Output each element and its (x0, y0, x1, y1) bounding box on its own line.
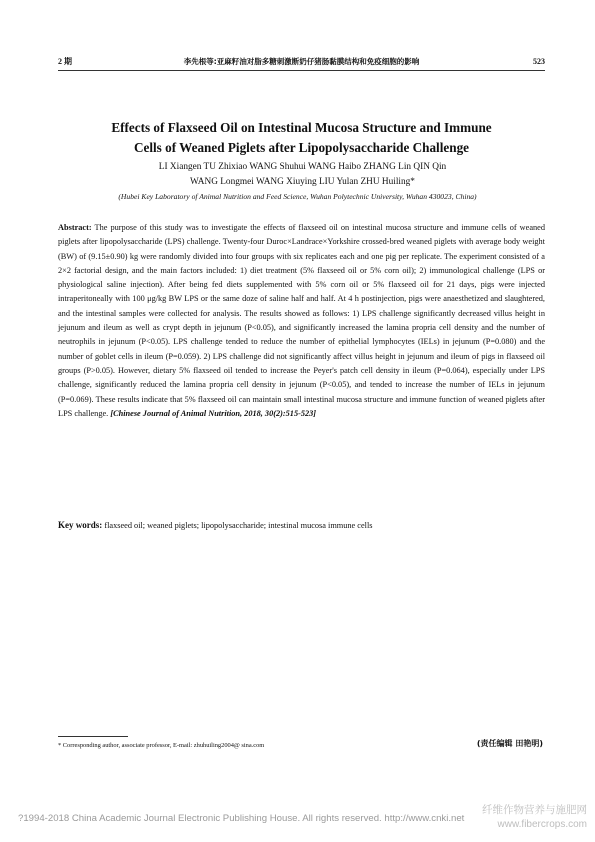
corresponding-author-footnote: * Corresponding author, associate professor, E-mail: zhuhuiling2004@ sina.com (58, 742, 265, 749)
abstract-label: Abstract: (58, 223, 92, 232)
page-number: 523 (533, 56, 545, 66)
affiliation: (Hubei Key Laboratory of Animal Nutrition and Feed Science, Wuhan Polytechnic University, Wuhan 430023, China) (118, 192, 477, 201)
authors-line-1: LI Xiangen TU Zhixiao WANG Shuhui WANG Haibo ZHANG Lin QIN Qin (158, 162, 447, 172)
title-line-2: Cells of Weaned Piglets after Lipopolysaccharide Challenge (133, 140, 470, 155)
author-list (80, 160, 525, 190)
paper-title (60, 118, 543, 158)
running-title: 李先根等:亚麻籽油对脂多糖刺激断奶仔猪肠黏膜结构和免疫细胞的影响 (183, 56, 420, 66)
keywords-text: flaxseed oil; weaned piglets; lipopolysaccharide; intestinal mucosa immune cells (102, 521, 373, 530)
header-rule (58, 70, 545, 71)
abstract-block (58, 221, 545, 421)
running-header (58, 54, 545, 68)
issue-number: 2 期 (58, 56, 72, 66)
watermark (482, 802, 587, 830)
citation: [Chinese Journal of Animal Nutrition, 2018, 30(2):515-523] (110, 408, 317, 418)
keywords-block (58, 520, 545, 530)
footnote-rule (58, 736, 128, 737)
authors-line-2: WANG Longmei WANG Xiuying LIU Yulan ZHU Huiling* (190, 177, 415, 187)
watermark-url: www.fibercrops.com (497, 819, 587, 830)
responsible-editor: (责任编辑 田艳明) (476, 739, 543, 748)
keywords-label: Key words: (58, 520, 103, 530)
abstract-text: The purpose of this study was to investigate the effects of flaxseed oil on intestinal mucosa structure and immune cells of weaned piglets after lipopolysaccharide (LPS) challenge. Twenty-four Duroc×Landrace×Yorkshire crossed-bred weaned piglets with average body weight (BW) of (9.15±0.90) kg were randomly divided into four groups with six replicates each and one pig per replicate. The experiment consisted of a 2×2 factorial design, and the main factors included: 1) diet treatment (5% flaxseed oil or 5% corn oil); 2) immunological challenge (LPS or physiological saline injection). After being fed diets supplemented with 5% corn oil or 5% flaxseed oil for 21 days, pigs were injected intraperitoneally with 100 μg/kg BW LPS or the same doze of saline half and half. At 4 h postinjection, pigs were anaesthetized and slaughtered, and the intestinal samples were collected for analysis. The results showed as follows: 1) LPS challenge significantly decreased villus height in jejunum and ileum as well as crypt depth in jejunum (P<0.05), and significantly increased the lamina propria cell density and the number of neutrophils in jejunum (P<0.05). LPS challenge tended to reduce the number of epithelial lymphocytes (IELs) in jejunum (P=0.080) and the number of goblet cells in ileum (P=0.059). 2) LPS challenge did not significantly affect villus height in jejunum and ileum of pigs in flaxseed oil groups (P>0.05). However, dietary 5% flaxseed oil tended to increase the Peyer's patch cell density in ileum (P=0.064), especially under LPS challenge, significantly reduced the lamina propria cell density in jejunum (P<0.05), and tended to increase the number of IELs in jejunum (P=0.069). These results indicate that 5% flaxseed oil can maintain small intestinal mucosa structure and immune function of weaned piglets after LPS challenge. (58, 223, 545, 418)
copyright-line: ?1994-2018 China Academic Journal Electronic Publishing House. All rights reserved. http://www.cnki.net (18, 813, 465, 824)
watermark-cn: 纤维作物营养与施肥网 (482, 804, 587, 816)
title-line-1: Effects of Flaxseed Oil on Intestinal Mucosa Structure and Immune (111, 120, 492, 135)
